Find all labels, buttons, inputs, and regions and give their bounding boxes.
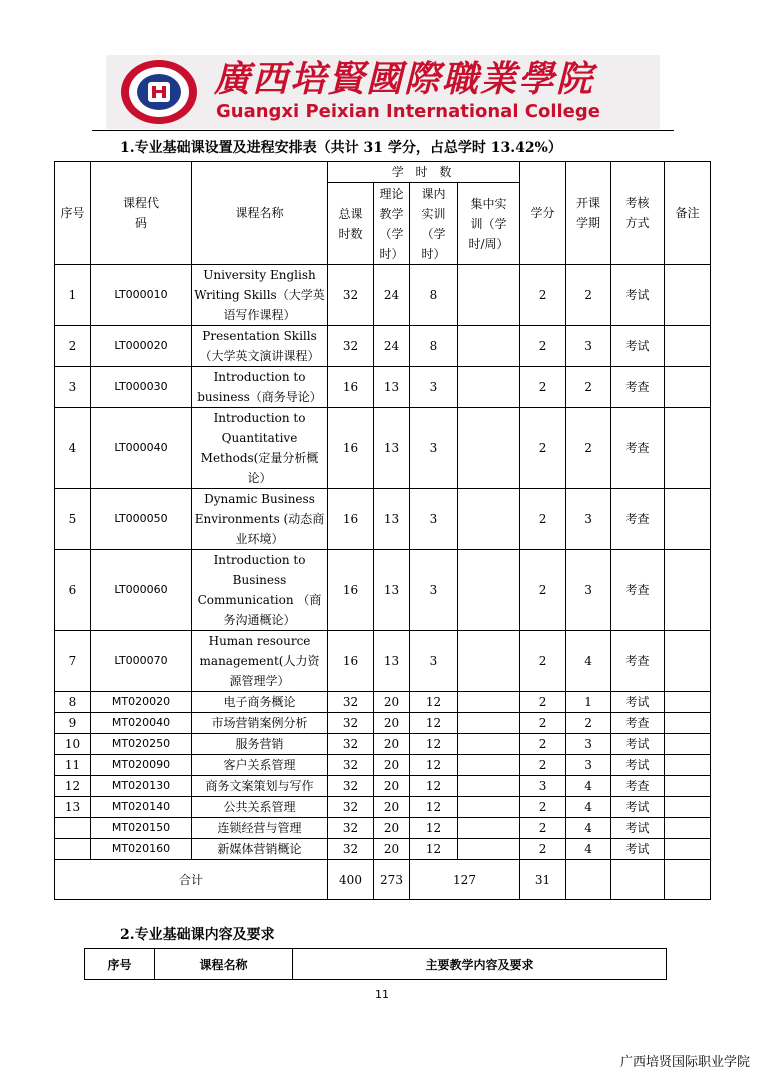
cell-intensive bbox=[458, 489, 520, 550]
cell-code: LT000010 bbox=[91, 265, 192, 326]
cell-credits: 2 bbox=[520, 818, 566, 839]
cell-seq: 12 bbox=[55, 776, 91, 797]
cell-credits: 2 bbox=[520, 713, 566, 734]
cell-total: 32 bbox=[328, 776, 374, 797]
cell-intensive bbox=[458, 713, 520, 734]
cell-remark bbox=[665, 489, 711, 550]
cell-assessment: 考查 bbox=[611, 367, 665, 408]
header-remark: 备注 bbox=[665, 162, 711, 265]
total-hours-sum: 400 bbox=[328, 860, 374, 900]
cell-remark bbox=[665, 776, 711, 797]
cell-intensive bbox=[458, 734, 520, 755]
table-row bbox=[55, 265, 711, 326]
cell-total: 32 bbox=[328, 692, 374, 713]
header-credits: 学分 bbox=[520, 162, 566, 265]
cell-intensive bbox=[458, 797, 520, 818]
total-label: 合计 bbox=[55, 860, 328, 900]
cell-remark bbox=[665, 408, 711, 489]
cell-remark bbox=[665, 367, 711, 408]
cell-credits: 2 bbox=[520, 631, 566, 692]
cell-seq: 8 bbox=[55, 692, 91, 713]
cell-semester: 2 bbox=[566, 367, 611, 408]
cell-name: Introduction to business（商务导论） bbox=[192, 367, 328, 408]
cell-semester: 2 bbox=[566, 713, 611, 734]
cell-semester: 4 bbox=[566, 839, 611, 860]
cell-total: 16 bbox=[328, 550, 374, 631]
header-practice: 课内实训（学时） bbox=[410, 183, 458, 265]
content-header-name: 课程名称 bbox=[155, 949, 293, 980]
cell-seq bbox=[55, 839, 91, 860]
cell-name: 商务文案策划与写作 bbox=[192, 776, 328, 797]
cell-semester: 2 bbox=[566, 265, 611, 326]
cell-name: 新媒体营销概论 bbox=[192, 839, 328, 860]
cell-remark bbox=[665, 734, 711, 755]
cell-theory: 20 bbox=[374, 755, 410, 776]
cell-code: LT000070 bbox=[91, 631, 192, 692]
header-semester: 开课学期 bbox=[566, 162, 611, 265]
cell-assessment: 考试 bbox=[611, 797, 665, 818]
cell-semester: 4 bbox=[566, 818, 611, 839]
cell-total: 32 bbox=[328, 755, 374, 776]
cell-total: 32 bbox=[328, 734, 374, 755]
cell-intensive bbox=[458, 631, 520, 692]
cell-semester: 1 bbox=[566, 692, 611, 713]
cell-total: 32 bbox=[328, 797, 374, 818]
header-seq: 序号 bbox=[55, 162, 91, 265]
cell-intensive bbox=[458, 408, 520, 489]
cell-name: 连锁经营与管理 bbox=[192, 818, 328, 839]
cell-semester: 3 bbox=[566, 734, 611, 755]
cell-intensive bbox=[458, 265, 520, 326]
cell-assessment: 考试 bbox=[611, 734, 665, 755]
cell-practice: 12 bbox=[410, 713, 458, 734]
cell-assessment: 考试 bbox=[611, 755, 665, 776]
cell-total: 32 bbox=[328, 713, 374, 734]
header-hours-group: 学 时 数 bbox=[328, 162, 520, 183]
cell-practice: 12 bbox=[410, 776, 458, 797]
cell-seq: 3 bbox=[55, 367, 91, 408]
cell-seq: 1 bbox=[55, 265, 91, 326]
cell-theory: 20 bbox=[374, 839, 410, 860]
cell-semester: 4 bbox=[566, 797, 611, 818]
cell-code: LT000040 bbox=[91, 408, 192, 489]
cell-credits: 2 bbox=[520, 265, 566, 326]
cell-seq: 9 bbox=[55, 713, 91, 734]
cell-credits: 2 bbox=[520, 839, 566, 860]
cell-semester: 3 bbox=[566, 489, 611, 550]
header-divider bbox=[92, 130, 674, 131]
cell-theory: 20 bbox=[374, 734, 410, 755]
cell-intensive bbox=[458, 818, 520, 839]
cell-name: 公共关系管理 bbox=[192, 797, 328, 818]
cell-code: MT020130 bbox=[91, 776, 192, 797]
cell-theory: 13 bbox=[374, 550, 410, 631]
cell-credits: 2 bbox=[520, 408, 566, 489]
cell-theory: 13 bbox=[374, 631, 410, 692]
course-content-table bbox=[84, 948, 667, 980]
cell-name: University English Writing Skills（大学英语写作课程） bbox=[192, 265, 328, 326]
table-row bbox=[55, 489, 711, 550]
cell-remark bbox=[665, 265, 711, 326]
cell-remark bbox=[665, 692, 711, 713]
cell-semester: 3 bbox=[566, 550, 611, 631]
cell-credits: 2 bbox=[520, 489, 566, 550]
cell-assessment: 考试 bbox=[611, 692, 665, 713]
cell-theory: 20 bbox=[374, 818, 410, 839]
cell-assessment: 考查 bbox=[611, 776, 665, 797]
cell-code: LT000060 bbox=[91, 550, 192, 631]
cell-intensive bbox=[458, 326, 520, 367]
cell-seq: 11 bbox=[55, 755, 91, 776]
cell-name: Introduction to Quantitative Methods(定量分析概论） bbox=[192, 408, 328, 489]
cell-intensive bbox=[458, 550, 520, 631]
cell-code: MT020090 bbox=[91, 755, 192, 776]
cell-practice: 12 bbox=[410, 755, 458, 776]
cell-intensive bbox=[458, 839, 520, 860]
cell-credits: 2 bbox=[520, 326, 566, 367]
cell-theory: 13 bbox=[374, 367, 410, 408]
cell-credits: 2 bbox=[520, 367, 566, 408]
table-row bbox=[55, 713, 711, 734]
cell-practice: 3 bbox=[410, 631, 458, 692]
cell-seq: 5 bbox=[55, 489, 91, 550]
total-empty-3 bbox=[665, 860, 711, 900]
cell-total: 16 bbox=[328, 489, 374, 550]
cell-code: MT020140 bbox=[91, 797, 192, 818]
cell-remark bbox=[665, 631, 711, 692]
cell-total: 32 bbox=[328, 818, 374, 839]
cell-credits: 3 bbox=[520, 776, 566, 797]
cell-code: MT020020 bbox=[91, 692, 192, 713]
cell-assessment: 考试 bbox=[611, 326, 665, 367]
table-row bbox=[55, 797, 711, 818]
table-row bbox=[55, 818, 711, 839]
cell-credits: 2 bbox=[520, 550, 566, 631]
cell-remark bbox=[665, 818, 711, 839]
table-row bbox=[55, 776, 711, 797]
section-2-title: 2.专业基础课内容及要求 bbox=[120, 927, 275, 943]
school-name-english: Guangxi Peixian International College bbox=[216, 101, 600, 122]
header-banner bbox=[106, 55, 660, 129]
table-row bbox=[55, 408, 711, 489]
cell-code: LT000050 bbox=[91, 489, 192, 550]
cell-semester: 2 bbox=[566, 408, 611, 489]
table-row bbox=[55, 755, 711, 776]
cell-theory: 24 bbox=[374, 265, 410, 326]
cell-practice: 3 bbox=[410, 489, 458, 550]
cell-seq bbox=[55, 818, 91, 839]
cell-practice: 3 bbox=[410, 550, 458, 631]
table-row bbox=[55, 839, 711, 860]
cell-practice: 12 bbox=[410, 797, 458, 818]
table-row bbox=[55, 550, 711, 631]
cell-name: 客户关系管理 bbox=[192, 755, 328, 776]
course-schedule-table bbox=[54, 161, 711, 900]
cell-practice: 3 bbox=[410, 367, 458, 408]
cell-assessment: 考查 bbox=[611, 631, 665, 692]
cell-name: 市场营销案例分析 bbox=[192, 713, 328, 734]
cell-intensive bbox=[458, 367, 520, 408]
cell-assessment: 考试 bbox=[611, 265, 665, 326]
cell-practice: 8 bbox=[410, 265, 458, 326]
cell-semester: 4 bbox=[566, 776, 611, 797]
cell-total: 32 bbox=[328, 265, 374, 326]
cell-practice: 8 bbox=[410, 326, 458, 367]
cell-credits: 2 bbox=[520, 734, 566, 755]
cell-remark bbox=[665, 326, 711, 367]
cell-remark bbox=[665, 797, 711, 818]
cell-remark bbox=[665, 839, 711, 860]
cell-total: 16 bbox=[328, 367, 374, 408]
cell-total: 32 bbox=[328, 839, 374, 860]
cell-name: 服务营销 bbox=[192, 734, 328, 755]
cell-code: MT020150 bbox=[91, 818, 192, 839]
total-credits-sum: 31 bbox=[520, 860, 566, 900]
cell-credits: 2 bbox=[520, 755, 566, 776]
college-seal-logo bbox=[118, 58, 200, 126]
cell-seq: 7 bbox=[55, 631, 91, 692]
header-name: 课程名称 bbox=[192, 162, 328, 265]
header-code: 课程代码 bbox=[91, 162, 192, 265]
cell-theory: 20 bbox=[374, 692, 410, 713]
cell-code: MT020160 bbox=[91, 839, 192, 860]
total-empty-1 bbox=[566, 860, 611, 900]
cell-total: 32 bbox=[328, 326, 374, 367]
cell-practice: 12 bbox=[410, 839, 458, 860]
cell-total: 16 bbox=[328, 631, 374, 692]
cell-semester: 4 bbox=[566, 631, 611, 692]
content-header-content: 主要教学内容及要求 bbox=[293, 949, 667, 980]
cell-seq: 4 bbox=[55, 408, 91, 489]
page-number: 11 bbox=[375, 988, 389, 1001]
school-name-chinese: 廣西培賢國際職業學院 bbox=[214, 58, 595, 100]
total-empty-2 bbox=[611, 860, 665, 900]
table-row bbox=[55, 367, 711, 408]
cell-name: Introduction to Business Communication （商务沟通概论） bbox=[192, 550, 328, 631]
total-theory-sum: 273 bbox=[374, 860, 410, 900]
total-practice-sum: 127 bbox=[410, 860, 520, 900]
cell-seq: 2 bbox=[55, 326, 91, 367]
cell-assessment: 考试 bbox=[611, 839, 665, 860]
header-theory: 理论教学（学时） bbox=[374, 183, 410, 265]
cell-remark bbox=[665, 713, 711, 734]
cell-assessment: 考查 bbox=[611, 489, 665, 550]
section-1-title: 1.专业基础课设置及进程安排表（共计 31 学分，占总学时 13.42%） bbox=[120, 140, 562, 156]
table-row bbox=[55, 734, 711, 755]
cell-intensive bbox=[458, 692, 520, 713]
cell-credits: 2 bbox=[520, 797, 566, 818]
cell-assessment: 考查 bbox=[611, 550, 665, 631]
cell-seq: 6 bbox=[55, 550, 91, 631]
cell-theory: 24 bbox=[374, 326, 410, 367]
cell-remark bbox=[665, 550, 711, 631]
cell-assessment: 考查 bbox=[611, 713, 665, 734]
cell-remark bbox=[665, 755, 711, 776]
cell-code: LT000030 bbox=[91, 367, 192, 408]
cell-credits: 2 bbox=[520, 692, 566, 713]
header-intensive: 集中实训（学时/周） bbox=[458, 183, 520, 265]
cell-code: MT020040 bbox=[91, 713, 192, 734]
footer-school-name: 广西培贤国际职业学院 bbox=[619, 1055, 750, 1070]
cell-theory: 20 bbox=[374, 797, 410, 818]
cell-theory: 13 bbox=[374, 408, 410, 489]
cell-practice: 12 bbox=[410, 818, 458, 839]
cell-seq: 13 bbox=[55, 797, 91, 818]
header-total-hours: 总课时数 bbox=[328, 183, 374, 265]
table-row bbox=[55, 631, 711, 692]
table-row bbox=[55, 326, 711, 367]
cell-name: 电子商务概论 bbox=[192, 692, 328, 713]
content-header-seq: 序号 bbox=[85, 949, 155, 980]
cell-practice: 3 bbox=[410, 408, 458, 489]
cell-total: 16 bbox=[328, 408, 374, 489]
cell-intensive bbox=[458, 776, 520, 797]
cell-seq: 10 bbox=[55, 734, 91, 755]
cell-theory: 13 bbox=[374, 489, 410, 550]
cell-semester: 3 bbox=[566, 326, 611, 367]
cell-code: LT000020 bbox=[91, 326, 192, 367]
cell-theory: 20 bbox=[374, 776, 410, 797]
cell-theory: 20 bbox=[374, 713, 410, 734]
cell-name: Presentation Skills（大学英文演讲课程） bbox=[192, 326, 328, 367]
cell-assessment: 考查 bbox=[611, 408, 665, 489]
cell-name: Human resource management(人力资源管理学） bbox=[192, 631, 328, 692]
cell-practice: 12 bbox=[410, 734, 458, 755]
cell-intensive bbox=[458, 755, 520, 776]
cell-semester: 3 bbox=[566, 755, 611, 776]
header-assessment: 考核方式 bbox=[611, 162, 665, 265]
table-row bbox=[55, 692, 711, 713]
cell-name: Dynamic Business Environments (动态商业环境） bbox=[192, 489, 328, 550]
cell-practice: 12 bbox=[410, 692, 458, 713]
total-row bbox=[55, 860, 711, 900]
cell-code: MT020250 bbox=[91, 734, 192, 755]
cell-assessment: 考试 bbox=[611, 818, 665, 839]
